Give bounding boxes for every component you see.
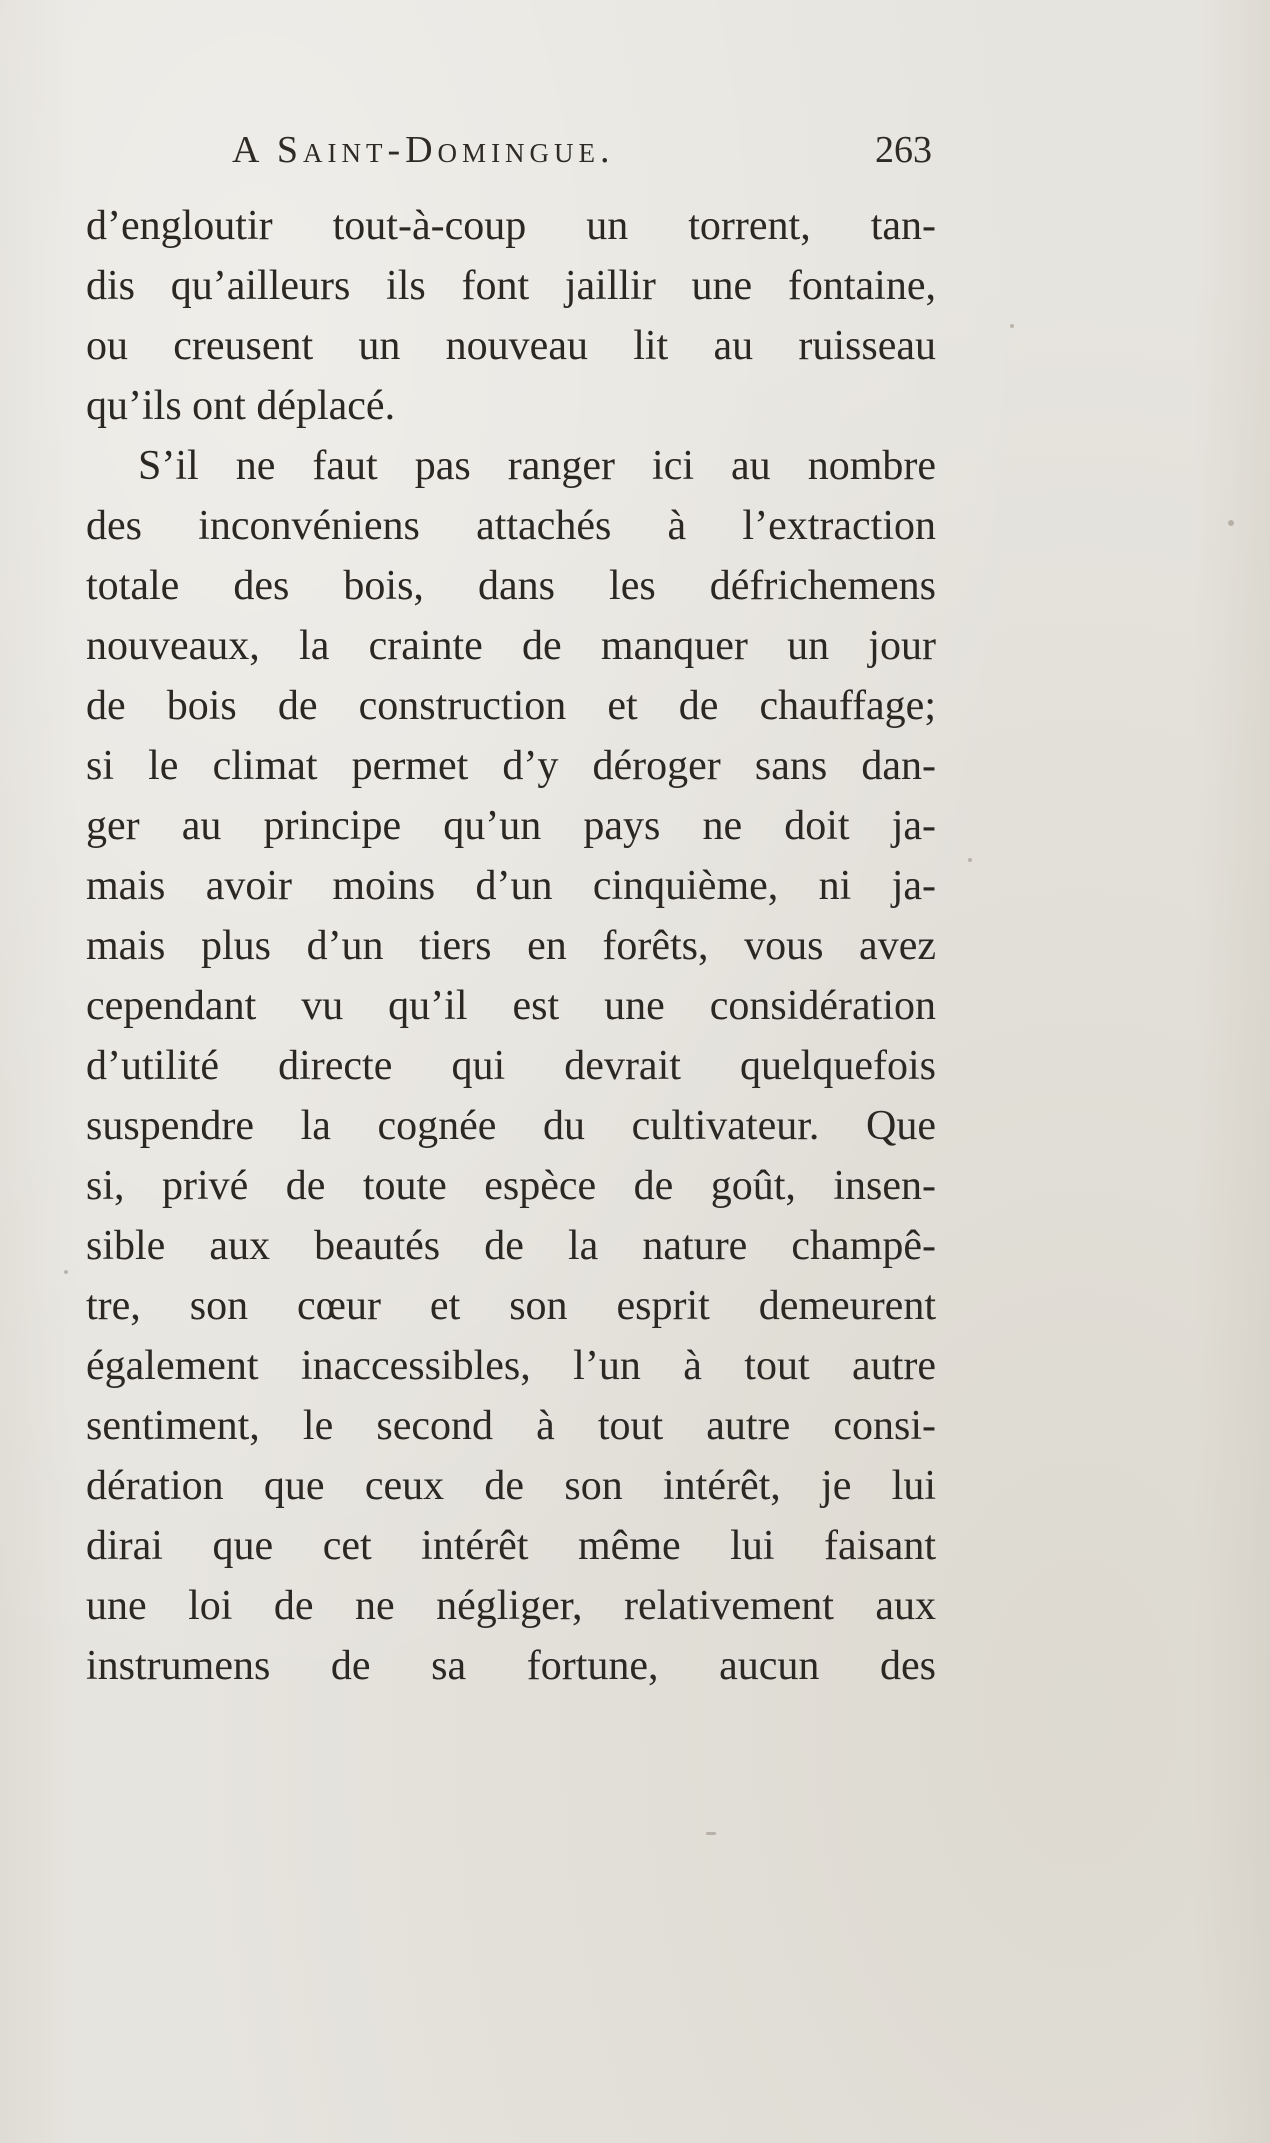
text-line: une loi de ne négliger, relativement aux [86, 1583, 936, 1629]
running-head [232, 128, 932, 178]
text-line: sible aux beautés de la nature champê- [86, 1223, 936, 1269]
text-line: des inconvéniens attachés à l’extraction [86, 503, 936, 549]
text-line: de bois de construction et de chauffage; [86, 683, 936, 729]
text-line: ou creusent un nouveau lit au ruisseau [86, 323, 936, 369]
paper-speck [1010, 324, 1014, 328]
text-line: nouveaux, la crainte de manquer un jour [86, 623, 936, 669]
text-line: si le climat permet d’y déroger sans dan- [86, 743, 936, 789]
page-number: 263 [875, 129, 932, 171]
text-line: ger au principe qu’un pays ne doit ja- [86, 803, 936, 849]
text-line: également inaccessibles, l’un à tout autre [86, 1343, 936, 1389]
paper-speck [1228, 520, 1234, 526]
paper-speck [706, 1832, 716, 1835]
running-title: A Saint-Domingue. [232, 129, 615, 171]
text-line: dération que ceux de son intérêt, je lui [86, 1463, 936, 1509]
text-line: dis qu’ailleurs ils font jaillir une fontaine, [86, 263, 936, 309]
text-line: cependant vu qu’il est une considération [86, 983, 936, 1029]
paper-speck [64, 1270, 68, 1274]
body-text [86, 196, 936, 1696]
text-line: mais plus d’un tiers en forêts, vous avez [86, 923, 936, 969]
text-line: sentiment, le second à tout autre consi- [86, 1403, 936, 1449]
text-line: instrumens de sa fortune, aucun des [86, 1643, 936, 1689]
text-line: qu’ils ont déplacé. [86, 383, 396, 429]
text-line: S’il ne faut pas ranger ici au nombre [138, 443, 936, 489]
text-line: d’utilité directe qui devrait quelquefois [86, 1043, 936, 1089]
text-line: totale des bois, dans les défrichemens [86, 563, 936, 609]
text-line: mais avoir moins d’un cinquième, ni ja- [86, 863, 936, 909]
paper-speck [968, 858, 972, 862]
text-line: suspendre la cognée du cultivateur. Que [86, 1103, 936, 1149]
text-line: tre, son cœur et son esprit demeurent [86, 1283, 936, 1329]
text-line: dirai que cet intérêt même lui faisant [86, 1523, 936, 1569]
text-line: d’engloutir tout-à-coup un torrent, tan- [86, 203, 936, 249]
text-line: si, privé de toute espèce de goût, insen- [86, 1163, 936, 1209]
